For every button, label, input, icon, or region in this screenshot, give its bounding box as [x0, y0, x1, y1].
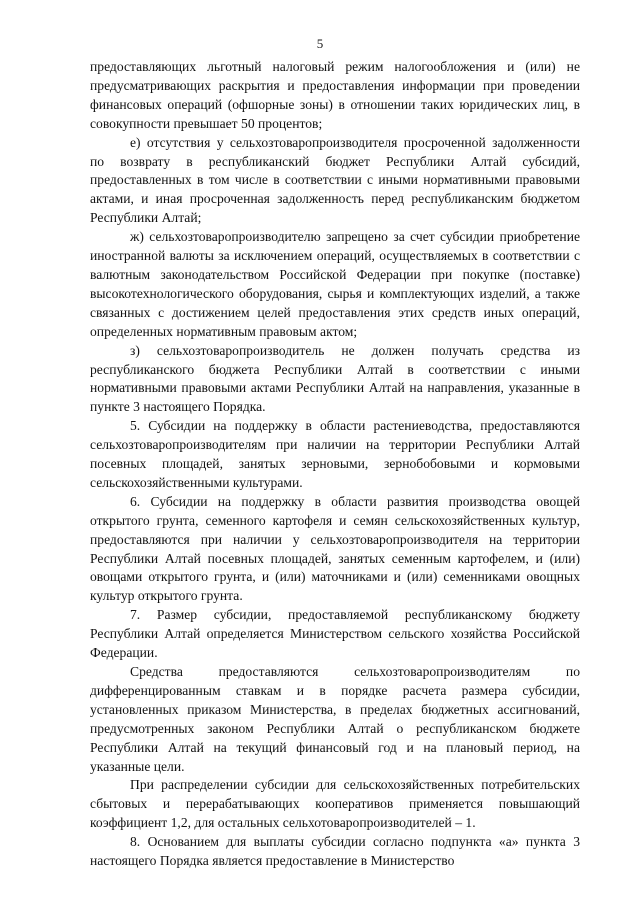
paragraph-distribution: При распределении субсидии для сельскохозяйственных потребительских сбытовых и перерабатывающих кооперативов применяется повышающий коэффициент 1,2, для остальных сельхотоваропроизводителей – 1.	[90, 777, 580, 831]
document-body	[90, 58, 580, 871]
paragraph-item-e: е) отсутствия у сельхозтоваропроизводителя просроченной задолженности по возврату в республиканский бюджет Республики Алтай субсидий, предоставленных в том числе в соответствии с иными нормативными правовыми актами, и иная просроченная задолженность перед республиканским бюджетом Республики Алтай;	[90, 134, 580, 226]
paragraph-item-z: з) сельхозтоваропроизводитель не должен получать средства из республиканского бюджета Республики Алтай в соответствии с иными нормативными правовыми актами Республики Алтай на направления, указанные в пункте 3 настоящего Порядка.	[90, 342, 580, 415]
paragraph-item-zh: ж) сельхозтоваропроизводителю запрещено за счет субсидии приобретение иностранной валюты за исключением операций, осуществляемых в соответствии с валютным законодательством Российской Федерации при покупке (поставке) высокотехнологического оборудования, сырья и комплектующих изделий, а также связанных с достижением целей предоставления этих средств иных операций, определенных нормативным правовым актом;	[90, 229, 580, 339]
paragraph-clause-5: 5. Субсидии на поддержку в области растениеводства, предоставляются сельхозтоваропроизводителям при наличии на территории Республики Алтай посевных площадей, занятых зерновыми, зернобобовыми и кормовыми сельскохозяйственными культурами.	[90, 418, 580, 490]
paragraph-clause-6: 6. Субсидии на поддержку в области развития производства овощей открытого грунта, семенного картофеля и семян сельскохозяйственных культур, предоставляются при наличии у сельхозтоваропроизводителя на территории Республики Алтай посевных площадей, занятых семенным картофелем, и (или) овощами открытого грунта, и (или) маточниками и (или) семенниками овощных культур открытого грунта.	[90, 493, 580, 604]
page-number: 5	[316, 36, 324, 51]
paragraph-funds: Средства предоставляются сельхозтоваропроизводителям по дифференцированным ставкам и в порядке расчета размера субсидии, установленных приказом Министерства, в пределах бюджетных ассигнований, предусмотренных законом Республики Алтай о республиканском бюджете Республики Алтай на текущий финансовый год и на плановый период, на указанные цели.	[90, 664, 580, 774]
paragraph-continuation-offshore: предоставляющих льготный налоговый режим налогообложения и (или) не предусматривающих раскрытия и предоставления информации при проведении финансовых операций (офшорные зоны) в отношении таких юридических лиц, в совокупности превышает 50 процентов;	[90, 59, 580, 131]
paragraph-clause-8: 8. Основанием для выплаты субсидии согласно подпункта «а» пункта 3 настоящего Порядка является предоставление в Министерство	[90, 834, 580, 869]
paragraph-clause-7: 7. Размер субсидии, предоставляемой республиканскому бюджету Республики Алтай определяется Министерством сельского хозяйства Российской Федерации.	[90, 607, 580, 661]
